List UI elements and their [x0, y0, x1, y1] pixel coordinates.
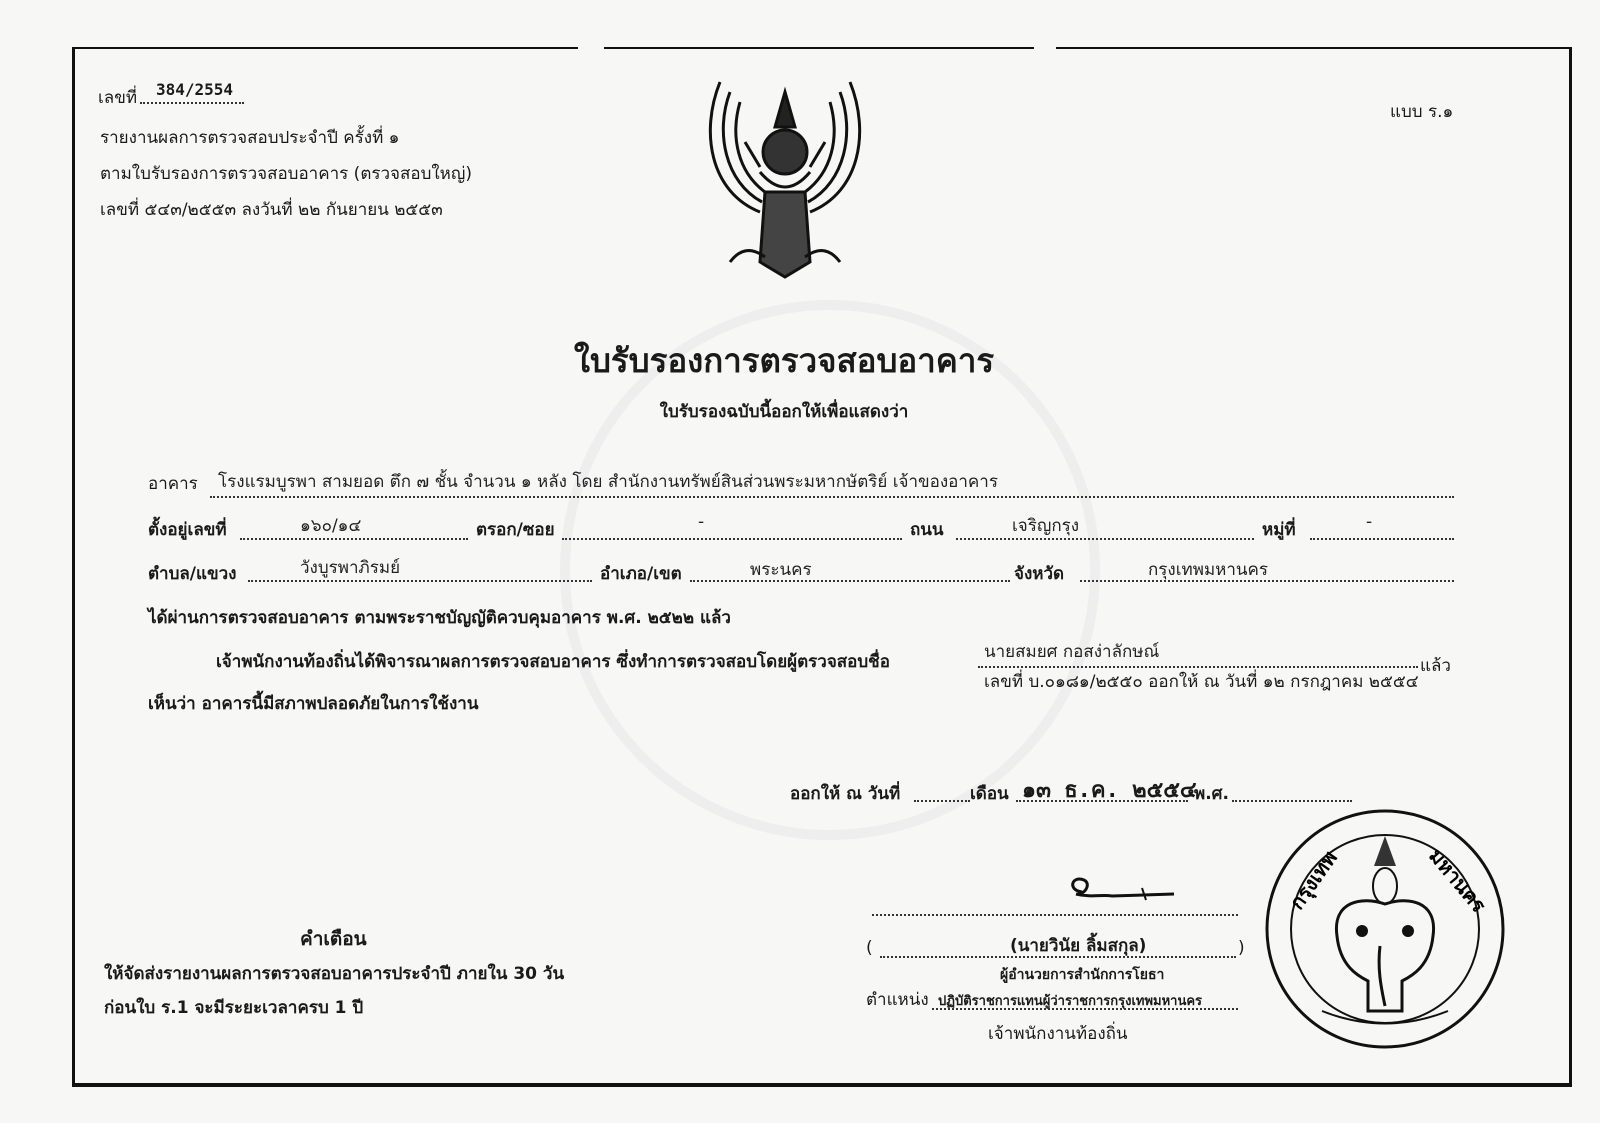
- address-no-value: ๑๖๐/๑๔: [300, 516, 362, 536]
- date-stamp: ๑๓ ธ.ค. ๒๕๕๔: [1022, 778, 1197, 803]
- seal-text-right: มหานคร: [1424, 843, 1492, 917]
- dotted-line: [210, 496, 1454, 498]
- issued-date-label: ออกให้ ณ วันที่: [790, 784, 901, 804]
- signer-name: (นายวินัย ลิ้มสกุล): [1010, 936, 1147, 956]
- dotted-line: [880, 956, 1236, 958]
- name-open-paren: (: [866, 938, 873, 958]
- dotted-line: [1016, 800, 1188, 802]
- soi-value: -: [698, 512, 705, 532]
- building-label: อาคาร: [148, 474, 198, 494]
- address-no-label: ตั้งอยู่เลขที่: [148, 520, 227, 540]
- report-line-1: รายงานผลการตรวจสอบประจำปี ครั้งที่ ๑: [100, 128, 400, 148]
- warning-line-2: ก่อนใบ ร.1 จะมีระยะเวลาครบ 1 ปี: [104, 998, 364, 1018]
- officer-consideration-text: เจ้าพนักงานท้องถิ่นได้พิจารณาผลการตรวจสอบอาคาร ซึ่งทำการตรวจสอบโดยผู้ตรวจสอบชื่อ: [216, 652, 890, 672]
- garuda-emblem-icon: [690, 72, 880, 292]
- report-line-3: เลขที่ ๕๔๓/๒๕๕๓ ลงวันที่ ๒๒ กันยายน ๒๕๕๓: [100, 200, 443, 220]
- local-officer-role: เจ้าพนักงานท้องถิ่น: [988, 1024, 1128, 1044]
- soi-label: ตรอก/ซอย: [476, 520, 555, 540]
- report-line-2: ตามใบรับรองการตรวจสอบอาคาร (ตรวจสอบใหญ่): [100, 164, 472, 184]
- number-label: เลขที่: [98, 88, 138, 108]
- conclusion-text: เห็นว่า อาคารนี้มีสภาพปลอดภัยในการใช้งาน: [148, 694, 479, 714]
- signer-title: ผู้อำนวยการสำนักการโยธา: [1000, 967, 1165, 983]
- moo-value: -: [1366, 512, 1373, 532]
- passed-inspection-text: ได้ผ่านการตรวจสอบอาคาร ตามพระราชบัญญัติควบคุมอาคาร พ.ศ. ๒๕๒๒ แล้ว: [148, 608, 731, 628]
- road-value: เจริญกรุง: [1012, 516, 1080, 536]
- province-label: จังหวัด: [1014, 564, 1065, 584]
- dotted-line: [1232, 800, 1352, 802]
- position-label: ตำแหน่ง: [866, 990, 929, 1010]
- month-label: เดือน: [970, 784, 1009, 804]
- dotted-line: [932, 1008, 1238, 1010]
- handwritten-signature-icon: [1062, 870, 1182, 910]
- subdistrict-value: วังบูรพาภิรมย์: [300, 558, 401, 578]
- warning-line-1: ให้จัดส่งรายงานผลการตรวจสอบอาคารประจำปี ภายใน 30 วัน: [104, 964, 565, 984]
- dotted-line: [690, 580, 1010, 582]
- dotted-line: [240, 538, 468, 540]
- frame-gap: [1034, 42, 1056, 52]
- certificate-subtitle: ใบรับรองฉบับนี้ออกให้เพื่อแสดงว่า: [659, 402, 909, 422]
- district-label: อำเภอ/เขต: [600, 564, 682, 584]
- seal-text-left: กรุงเทพ: [1284, 846, 1342, 914]
- dotted-line: [1080, 580, 1454, 582]
- dotted-line: [872, 914, 1238, 916]
- dotted-line: [914, 800, 970, 802]
- district-value: พระนคร: [750, 560, 812, 580]
- certificate-title: ใบรับรองการตรวจสอบอาคาร: [573, 341, 995, 380]
- inspector-license: เลขที่ บ.๐๑๘๑/๒๕๕๐ ออกให้ ณ วันที่ ๑๒ กรกฎาคม ๒๕๕๔: [984, 672, 1419, 692]
- already-text: แล้ว: [1420, 656, 1451, 676]
- bangkok-seal-icon: [1262, 806, 1508, 1052]
- province-value: กรุงเทพมหานคร: [1148, 560, 1269, 580]
- dotted-line: [248, 580, 592, 582]
- road-label: ถนน: [910, 520, 944, 540]
- dotted-line: [562, 538, 902, 540]
- dotted-line: [956, 538, 1254, 540]
- dotted-line: [140, 102, 244, 104]
- frame-gap: [578, 42, 604, 52]
- number-value: 384/2554: [156, 80, 234, 99]
- year-label: พ.ศ.: [1194, 784, 1229, 804]
- form-code: แบบ ร.๑: [1390, 102, 1454, 122]
- dotted-line: [1310, 538, 1454, 540]
- inspector-name: นายสมยศ กอสง่าลักษณ์: [984, 642, 1160, 662]
- subdistrict-label: ตำบล/แขวง: [148, 564, 237, 584]
- position-value: ปฏิบัติราชการแทนผู้ว่าราชการกรุงเทพมหานคร: [938, 994, 1203, 1009]
- moo-label: หมู่ที่: [1262, 520, 1296, 540]
- building-value: โรงแรมบูรพา สามยอด ตึก ๗ ชั้น จำนวน ๑ หลัง โดย สำนักงานทรัพย์สินส่วนพระมหากษัตริย์ เจ้าของอาคาร: [218, 472, 998, 492]
- name-close-paren: ): [1238, 938, 1245, 958]
- warning-heading: คำเตือน: [300, 928, 367, 950]
